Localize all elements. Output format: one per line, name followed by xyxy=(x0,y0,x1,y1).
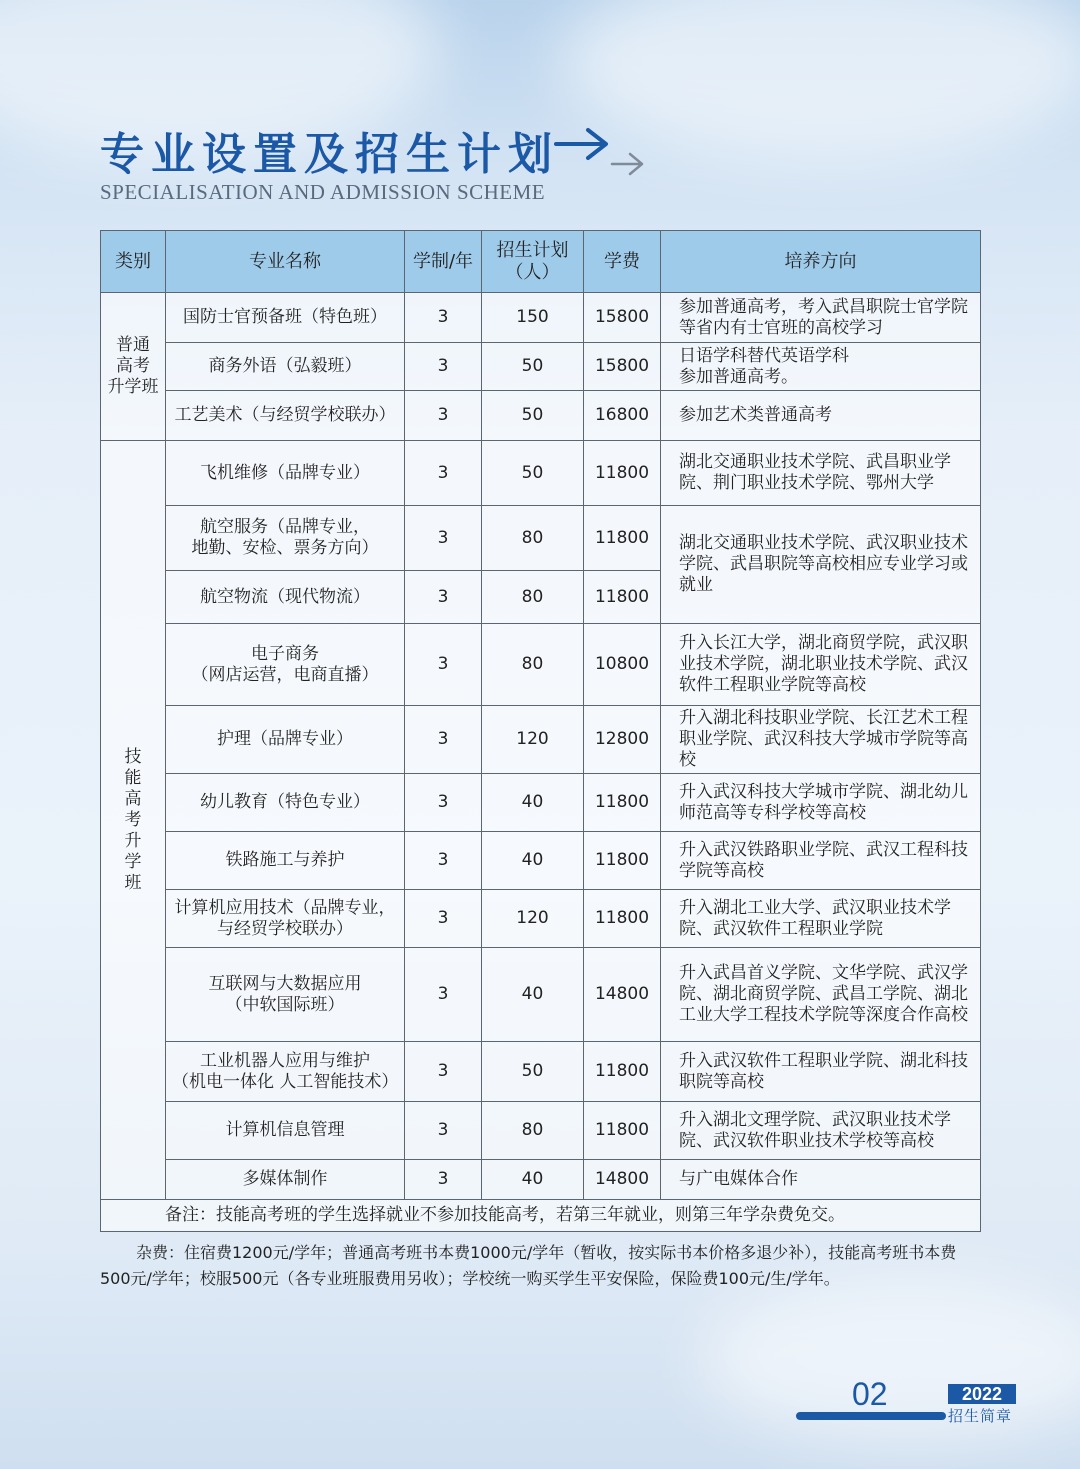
footer-bar xyxy=(796,1412,946,1420)
major-name: 铁路施工与养护 xyxy=(166,832,405,890)
direction-cell: 湖北交通职业技术学院、武汉职业技术学院、武昌职院等高校相应专业学习或就业 xyxy=(661,506,981,624)
years-cell: 3 xyxy=(405,1042,482,1102)
plan-cell: 80 xyxy=(482,571,584,624)
plan-cell: 120 xyxy=(482,890,584,948)
table-note: 备注：技能高考班的学生选择就业不参加技能高考，若第三年就业，则第三年学杂费免交。 xyxy=(101,1200,981,1232)
tuition-cell: 11800 xyxy=(584,832,661,890)
page-number: 02 xyxy=(852,1376,888,1412)
plan-cell: 80 xyxy=(482,624,584,706)
direction-cell: 日语学科替代英语学科 参加普通高考。 xyxy=(661,343,981,391)
plan-cell: 120 xyxy=(482,706,584,774)
plan-cell: 50 xyxy=(482,391,584,441)
tuition-cell: 14800 xyxy=(584,948,661,1042)
major-name: 工艺美术（与经贸学校联办） xyxy=(166,391,405,441)
tuition-cell: 14800 xyxy=(584,1160,661,1200)
plan-cell: 50 xyxy=(482,343,584,391)
tuition-cell: 11800 xyxy=(584,571,661,624)
major-name: 计算机信息管理 xyxy=(166,1102,405,1160)
years-cell: 3 xyxy=(405,571,482,624)
direction-cell: 参加艺术类普通高考 xyxy=(661,391,981,441)
major-name: 工业机器人应用与维护 （机电一体化 人工智能技术） xyxy=(166,1042,405,1102)
table-row xyxy=(101,506,981,571)
tuition-cell: 12800 xyxy=(584,706,661,774)
plan-cell: 150 xyxy=(482,293,584,343)
header-major: 专业名称 xyxy=(166,231,405,293)
tuition-cell: 15800 xyxy=(584,293,661,343)
tuition-cell: 10800 xyxy=(584,624,661,706)
major-name: 多媒体制作 xyxy=(166,1160,405,1200)
table-header-row xyxy=(101,231,981,293)
plan-cell: 80 xyxy=(482,1102,584,1160)
header-tuition: 学费 xyxy=(584,231,661,293)
direction-cell: 升入武汉铁路职业学院、武汉工程科技学院等高校 xyxy=(661,832,981,890)
tuition-cell: 15800 xyxy=(584,343,661,391)
header-direction: 培养方向 xyxy=(661,231,981,293)
major-name: 飞机维修（品牌专业） xyxy=(166,441,405,506)
header-plan: 招生计划 （人） xyxy=(482,231,584,293)
page-subtitle: SPECIALISATION AND ADMISSION SCHEME xyxy=(100,180,546,204)
years-cell: 3 xyxy=(405,832,482,890)
direction-cell: 升入武汉软件工程职业学院、湖北科技职院等高校 xyxy=(661,1042,981,1102)
plan-cell: 40 xyxy=(482,774,584,832)
plan-cell: 40 xyxy=(482,948,584,1042)
table-row xyxy=(101,624,981,706)
direction-cell: 湖北交通职业技术学院、武昌职业学院、荆门职业技术学院、鄂州大学 xyxy=(661,441,981,506)
table-row xyxy=(101,1042,981,1102)
table-row xyxy=(101,832,981,890)
table-row xyxy=(101,1160,981,1200)
plan-cell: 40 xyxy=(482,832,584,890)
years-cell: 3 xyxy=(405,506,482,571)
table-note-row xyxy=(101,1200,981,1232)
plan-cell: 50 xyxy=(482,1042,584,1102)
tuition-cell: 11800 xyxy=(584,1042,661,1102)
table-row xyxy=(101,948,981,1042)
direction-cell: 与广电媒体合作 xyxy=(661,1160,981,1200)
plan-cell: 40 xyxy=(482,1160,584,1200)
table-row xyxy=(101,774,981,832)
table-row xyxy=(101,343,981,391)
table-row xyxy=(101,1102,981,1160)
major-name: 航空物流（现代物流） xyxy=(166,571,405,624)
direction-cell: 升入湖北文理学院、武汉职业技术学院、武汉软件职业技术学校等高校 xyxy=(661,1102,981,1160)
admission-table xyxy=(100,230,981,1232)
years-cell: 3 xyxy=(405,774,482,832)
direction-cell: 升入湖北工业大学、武汉职业技术学院、武汉软件工程职业学院 xyxy=(661,890,981,948)
years-cell: 3 xyxy=(405,948,482,1042)
direction-cell: 升入长江大学，湖北商贸学院，武汉职业技术学院，湖北职业技术学院、武汉软件工程职业学院等高校 xyxy=(661,624,981,706)
tuition-cell: 11800 xyxy=(584,506,661,571)
arrow-right-icon xyxy=(552,122,648,182)
major-name: 互联网与大数据应用 （中软国际班） xyxy=(166,948,405,1042)
major-name: 国防士官预备班（特色班） xyxy=(166,293,405,343)
years-cell: 3 xyxy=(405,890,482,948)
years-cell: 3 xyxy=(405,441,482,506)
years-cell: 3 xyxy=(405,1160,482,1200)
table-row xyxy=(101,890,981,948)
header-category: 类别 xyxy=(101,231,166,293)
tuition-cell: 16800 xyxy=(584,391,661,441)
plan-cell: 80 xyxy=(482,506,584,571)
page-title: 专业设置及招生计划 xyxy=(100,129,559,180)
years-cell: 3 xyxy=(405,391,482,441)
header-years: 学制/年 xyxy=(405,231,482,293)
direction-cell: 升入武汉科技大学城市学院、湖北幼儿师范高等专科学校等高校 xyxy=(661,774,981,832)
table-row xyxy=(101,293,981,343)
plan-cell: 50 xyxy=(482,441,584,506)
direction-cell: 升入湖北科技职业学院、长江艺术工程职业学院、武汉科技大学城市学院等高校 xyxy=(661,706,981,774)
major-name: 计算机应用技术（品牌专业，与经贸学校联办） xyxy=(166,890,405,948)
category-skill: 技能高考升学班 xyxy=(101,441,166,1200)
direction-cell: 升入武昌首义学院、文华学院、武汉学院、湖北商贸学院、武昌工学院、湖北工业大学工程技术学院等深度合作高校 xyxy=(661,948,981,1042)
table-row xyxy=(101,706,981,774)
years-cell: 3 xyxy=(405,343,482,391)
years-cell: 3 xyxy=(405,624,482,706)
tuition-cell: 11800 xyxy=(584,890,661,948)
major-name: 航空服务（品牌专业， 地勤、安检、票务方向） xyxy=(166,506,405,571)
major-name: 电子商务 （网店运营，电商直播） xyxy=(166,624,405,706)
major-name: 护理（品牌专业） xyxy=(166,706,405,774)
footer-subtitle: 招生简章 xyxy=(948,1407,1013,1425)
major-name: 商务外语（弘毅班） xyxy=(166,343,405,391)
major-name: 幼儿教育（特色专业） xyxy=(166,774,405,832)
table-row xyxy=(101,391,981,441)
direction-cell: 参加普通高考，考入武昌职院士官学院等省内有士官班的高校学习 xyxy=(661,293,981,343)
table-row xyxy=(101,441,981,506)
years-cell: 3 xyxy=(405,706,482,774)
tuition-cell: 11800 xyxy=(584,441,661,506)
tuition-cell: 11800 xyxy=(584,774,661,832)
category-general: 普通 高考 升学班 xyxy=(101,293,166,441)
years-cell: 3 xyxy=(405,1102,482,1160)
fees-note: 杂费：住宿费1200元/学年；普通高考班书本费1000元/学年（暂收，按实际书本价格多退少补），技能高考班书本费500元/学年；校服500元（各专业班服费用另收）；学校统一购买学生平安保险，保险费100元/生/学年。 xyxy=(100,1243,957,1288)
years-cell: 3 xyxy=(405,293,482,343)
footer-year: 2022 xyxy=(948,1384,1016,1404)
tuition-cell: 11800 xyxy=(584,1102,661,1160)
